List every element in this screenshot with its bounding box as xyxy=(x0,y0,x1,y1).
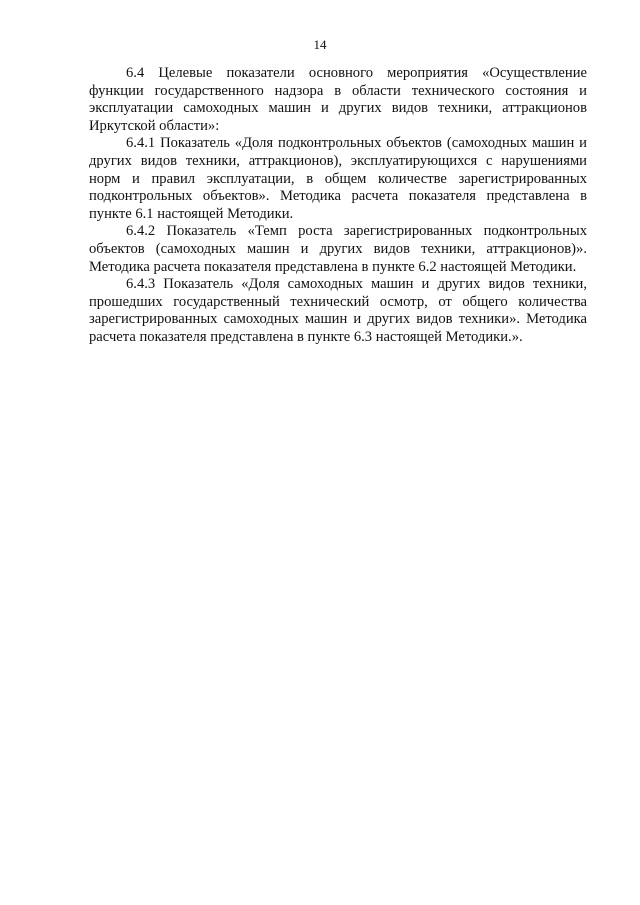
paragraph-6-4: 6.4 Целевые показатели основного мероприятия «Осуществление функции государственного надзора в области технического состояния и эксплуатации самоходных машин и других видов техники, аттракционов Иркутской области»: xyxy=(89,65,587,134)
page-number: 14 xyxy=(313,37,327,52)
document-body xyxy=(89,65,587,347)
paragraph-6-4-2: 6.4.2 Показатель «Темп роста зарегистрированных подконтрольных объектов (самоходных машин и других видов техники, аттракционов)». Методика расчета показателя представлена в пункте 6.2 настоящей Методики. xyxy=(89,223,587,275)
paragraph-6-4-1: 6.4.1 Показатель «Доля подконтрольных объектов (самоходных машин и других видов техники, аттракционов), эксплуатирующихся с нарушениями норм и правил эксплуатации, в общем количестве зарегистрированных подконтрольных объектов». Методика расчета показателя представлена в пункте 6.1 настоящей Методики. xyxy=(89,135,587,222)
paragraph-6-4-3: 6.4.3 Показатель «Доля самоходных машин и других видов техники, прошедших государственный технический осмотр, от общего количества зарегистрированных самоходных машин и других видов техники». Методика расчета показателя представлена в пункте 6.3 настоящей Методики.». xyxy=(89,276,587,345)
